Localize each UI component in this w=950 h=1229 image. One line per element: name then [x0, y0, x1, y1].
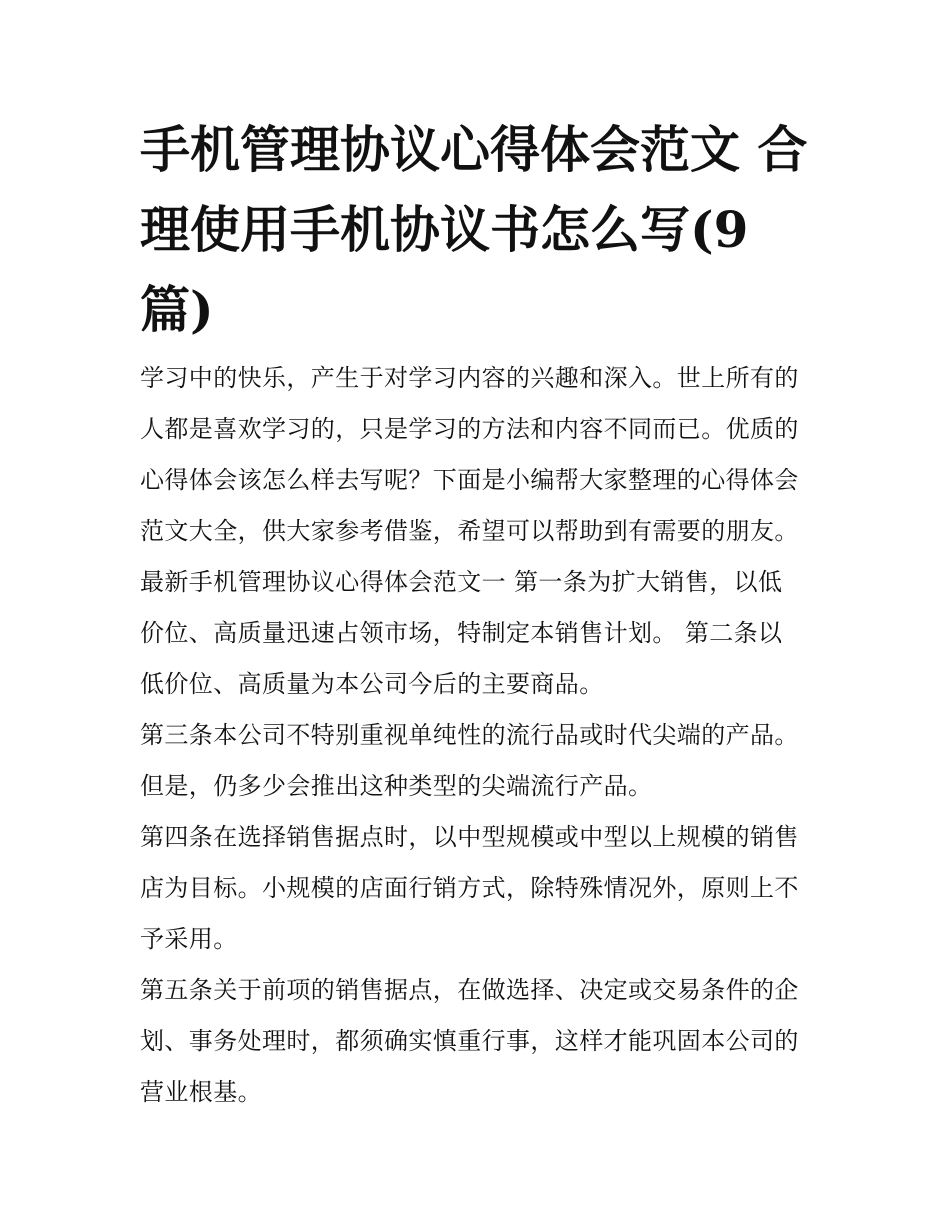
body-line: 低价位、高质量为本公司今后的主要商品。 [140, 670, 604, 698]
body-line: 范文大全，供大家参考借鉴，希望可以帮助到有需要的朋友。 [140, 517, 799, 545]
body-line: 营业根基。 [140, 1078, 262, 1106]
document-body [140, 353, 820, 1118]
body-line: 店为目标。小规模的店面行销方式，除特殊情况外，原则上不 [140, 874, 799, 902]
body-line: 学习中的快乐，产生于对学习内容的兴趣和深入。世上所有的 [140, 364, 799, 392]
body-line: 价位、高质量迅速占领市场，特制定本销售计划。 第二条以 [140, 619, 783, 647]
body-line: 人都是喜欢学习的，只是学习的方法和内容不同而已。优质的 [140, 415, 799, 443]
title-line: 手机管理协议心得体会范文 合 [140, 120, 808, 179]
body-line: 心得体会该怎么样去写呢？下面是小编帮大家整理的心得体会 [140, 466, 799, 494]
title-line: 篇) [140, 280, 214, 339]
body-line: 予采用。 [140, 925, 238, 953]
body-line: 划、事务处理时，都须确实慎重行事，这样才能巩固本公司的 [140, 1027, 799, 1055]
body-line: 第四条在选择销售据点时，以中型规模或中型以上规模的销售 [140, 823, 799, 851]
body-line: 第三条本公司不特别重视单纯性的流行品或时代尖端的产品。 [140, 721, 799, 749]
title-line: 理使用手机协议书怎么写(9 [140, 200, 749, 259]
body-line: 第五条关于前项的销售据点，在做选择、决定或交易条件的企 [140, 976, 799, 1004]
body-line: 但是，仍多少会推出这种类型的尖端流行产品。 [140, 772, 653, 800]
document-title [140, 110, 820, 350]
body-line: 最新手机管理协议心得体会范文一 第一条为扩大销售，以低 [140, 568, 783, 596]
